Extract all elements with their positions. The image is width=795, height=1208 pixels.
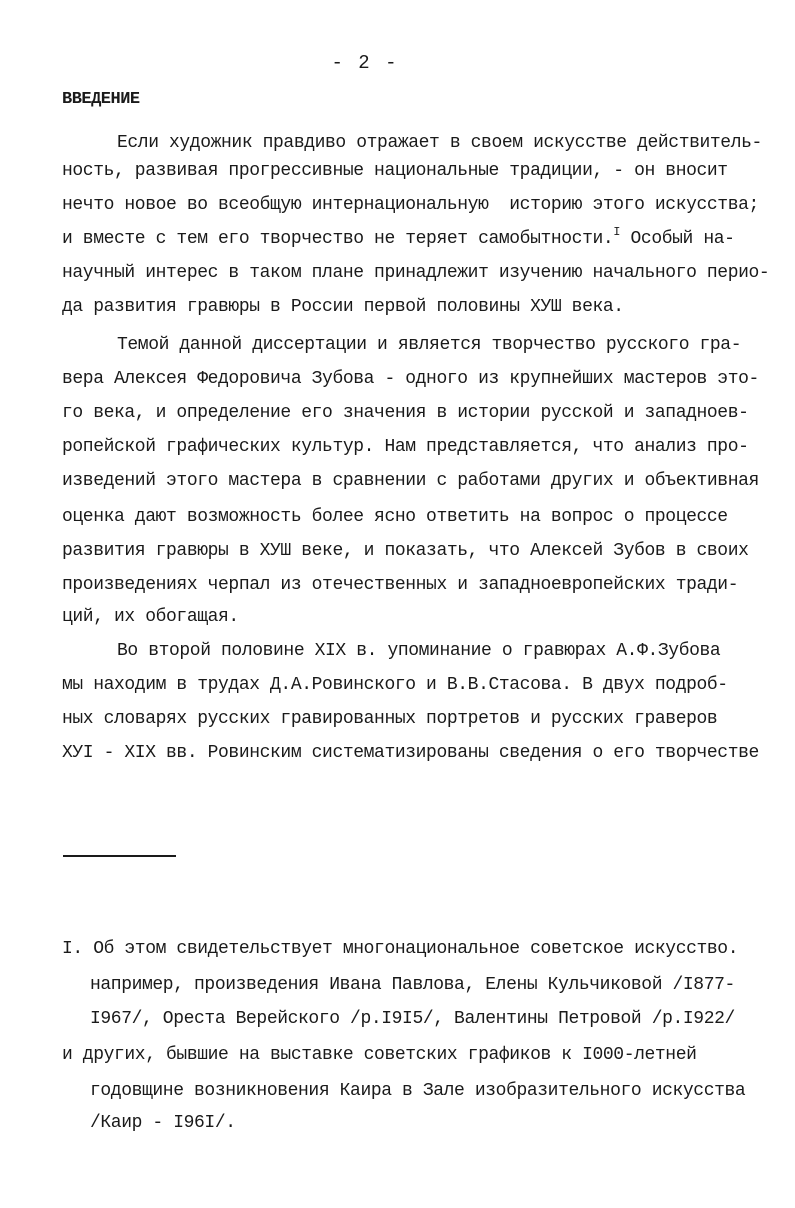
footnote-line: и других, бывшие на выставке советских графиков к I000-летней bbox=[62, 1045, 697, 1065]
footnote-line: I. Об этом свидетельствует многонациональное советское искусство. bbox=[62, 939, 739, 959]
body-line: ХУI - XIX вв. Ровинским систематизированы сведения о его творчестве bbox=[62, 743, 759, 763]
body-line-tail: Особый на- bbox=[620, 229, 735, 249]
body-line: ность, развивая прогрессивные национальные традиции, - он вносит bbox=[62, 161, 728, 181]
body-line: ных словарях русских гравированных портретов и русских граверов bbox=[62, 709, 718, 729]
body-line: научный интерес в таком плане принадлежит изучению начального перио- bbox=[62, 263, 770, 283]
body-line-text: и вместе с тем его творчество не теряет самобытности. bbox=[62, 229, 614, 249]
body-line: го века, и определение его значения в истории русской и западноев- bbox=[62, 403, 749, 423]
body-line: ций, их обогащая. bbox=[62, 607, 239, 627]
body-line: произведениях черпал из отечественных и западноевропейских тради- bbox=[62, 575, 739, 595]
body-line: ропейской графических культур. Нам представляется, что анализ про- bbox=[62, 437, 749, 457]
body-line: изведений этого мастера в сравнении с работами других и объективная bbox=[62, 471, 759, 491]
body-line: Во второй половине XIX в. упоминание о гравюрах А.Ф.Зубова bbox=[117, 641, 721, 661]
body-line-with-footnote bbox=[62, 225, 735, 251]
footnote-separator bbox=[63, 855, 176, 857]
footnote-line: I967/, Ореста Верейского /р.I9I5/, Валентины Петровой /р.I922/ bbox=[90, 1009, 735, 1029]
footnote-reference: I bbox=[613, 225, 621, 239]
body-line: Темой данной диссертации и является творчество русского гра- bbox=[117, 335, 742, 355]
page-number: - 2 - bbox=[331, 52, 399, 74]
footnote-line: /Каир - I96I/. bbox=[90, 1113, 236, 1133]
body-line: нечто новое во всеобщую интернациональную историю этого искусства; bbox=[62, 195, 759, 215]
body-line: вера Алексея Федоровича Зубова - одного из крупнейших мастеров это- bbox=[62, 369, 759, 389]
footnote-line: например, произведения Ивана Павлова, Елены Кульчиковой /I877- bbox=[90, 975, 735, 995]
section-heading: ВВЕДЕНИЕ bbox=[62, 90, 140, 109]
body-line: Если художник правдиво отражает в своем искусстве действитель- bbox=[117, 133, 762, 153]
footnote-line: годовщине возникновения Каира в Зале изобразительного искусства bbox=[90, 1081, 746, 1101]
body-line: оценка дают возможность более ясно ответить на вопрос о процессе bbox=[62, 507, 728, 527]
body-line: развития гравюры в ХУШ веке, и показать, что Алексей Зубов в своих bbox=[62, 541, 749, 561]
body-line: да развития гравюры в России первой половины ХУШ века. bbox=[62, 297, 624, 317]
body-line: мы находим в трудах Д.А.Ровинского и В.В.Стасова. В двух подроб- bbox=[62, 675, 728, 695]
